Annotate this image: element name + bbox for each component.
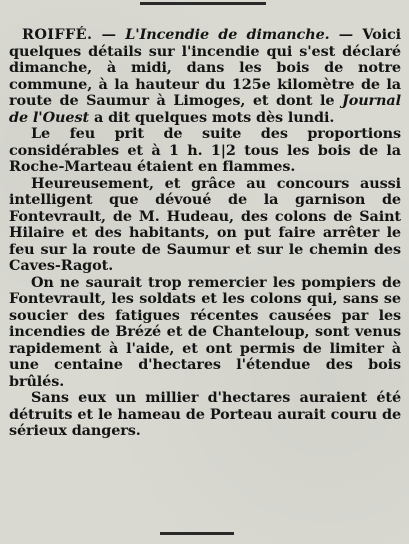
top-separator-rule <box>140 2 266 5</box>
lead-paragraph <box>9 27 401 126</box>
lead-text-end: a dit quelques mots dès lundi. <box>93 108 335 126</box>
bottom-separator-rule <box>160 532 234 535</box>
lead-text: Voici quelques détails sur l'incendie qui s'est déclaré dimanche, à midi, dans les bois de notre commune, à la hauteur du 125e kilomètre de la route de Saumur à Limoges, et dont le <box>9 26 401 109</box>
article-body <box>9 27 401 440</box>
paragraph-thanks: On ne saurait trop remercier les pompiers de Fontevrault, les soldats et les colons qui, sans se soucier des fatigues récentes causées par les incendies de Brézé et de Chanteloup, sont venus rapidement à l'aide, et ont permis de limiter à une centaine d'hectares l'étendue des bois brûlés. <box>9 273 401 390</box>
em-dash: — <box>101 26 117 43</box>
paragraph-fire-spread: Le feu prit de suite des proportions considérables et à 1 h. 1|2 tous les bois de la Roche-Marteau étaient en flammes. <box>9 125 401 175</box>
article-headline: L'Incendie de dimanche. <box>125 26 330 43</box>
em-dash: — <box>338 26 354 43</box>
paragraph-conclusion: Sans eux un millier d'hectares auraient été détruits et le hameau de Porteau aurait couru de sérieux dangers. <box>9 389 401 439</box>
journal-name: Journal de l'Ouest <box>9 92 401 126</box>
place-name: ROIFFÉ. <box>22 26 93 43</box>
paragraph-fire-stopped: Heureusement, et grâce au concours aussi intelligent que dévoué de la garnison de Fontevrault, de M. Hudeau, des colons de Saint Hilaire et des habitants, on put faire arrêter le feu sur la route de Saumur et sur le chemin des Caves-Ragot. <box>9 174 401 274</box>
